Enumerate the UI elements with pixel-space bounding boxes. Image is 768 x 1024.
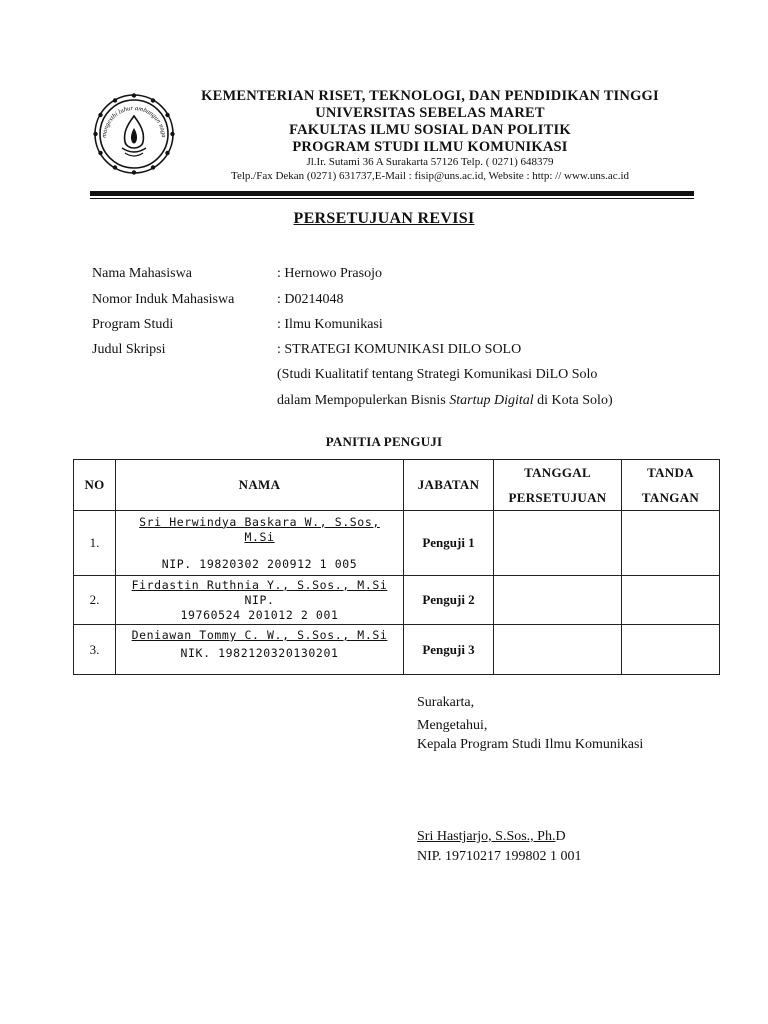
examiner-name-cell: Firdastin Ruthnia Y., S.Sos., M.Si NIP. 19760524 201012 2 001 (116, 576, 404, 625)
contact-line: Telp./Fax Dekan (0271) 631737,E-Mail : fisip@uns.ac.id, Website : http: // www.uns.ac.id (231, 170, 629, 182)
judul-value: : STRATEGI KOMUNIKASI DILO SOLO (277, 342, 522, 357)
address-line: Jl.Ir. Sutami 36 A Surakarta 57126 Telp. ( 0271) 648379 (306, 156, 554, 168)
row-no: 2. (74, 576, 116, 625)
name-value: : Hernowo Prasojo (277, 266, 382, 281)
examiner-role: Penguji 1 (404, 511, 494, 576)
signature-place: Surakarta, (417, 695, 475, 710)
ministry-name: KEMENTERIAN RISET, TEKNOLOGI, DAN PENDIDIKAN TINGGI (201, 88, 659, 104)
signature-knowing: Mengetahui, (417, 718, 488, 733)
header-nama: NAMA (116, 460, 404, 511)
examiner-name-cell: Deniawan Tommy C. W., S.Sos., M.Si NIK. 1982120320130201 (116, 625, 404, 675)
table-row (74, 625, 720, 675)
approval-date-cell (494, 576, 622, 625)
examiner-role: Penguji 2 (404, 576, 494, 625)
name-label: Nama Mahasiswa (92, 266, 192, 281)
row-no: 1. (74, 511, 116, 576)
table-header-row (74, 460, 720, 511)
table-row (74, 576, 720, 625)
header-rule (90, 191, 694, 196)
nim-value: : D0214048 (277, 292, 344, 307)
examiner-role: Penguji 3 (404, 625, 494, 675)
judul-subtitle-line1: (Studi Kualitatif tentang Strategi Komunikasi DiLO Solo (277, 367, 598, 382)
signature-cell (622, 511, 720, 576)
header-no: NO (74, 460, 116, 511)
judul-label: Judul Skripsi (92, 342, 166, 357)
approval-date-cell (494, 625, 622, 675)
document-title: PERSETUJUAN REVISI (293, 210, 475, 227)
header-tanggal: TANGGAL PERSETUJUAN (494, 460, 622, 511)
faculty-name: FAKULTAS ILMU SOSIAL DAN POLITIK (289, 122, 571, 138)
judul-subtitle-line2: dalam Mempopulerkan Bisnis Startup Digital di Kota Solo) (277, 393, 613, 408)
program-name: PROGRAM STUDI ILMU KOMUNIKASI (292, 139, 568, 155)
university-name: UNIVERSITAS SEBELAS MARET (315, 105, 545, 121)
header-jabatan: JABATAN (404, 460, 494, 511)
svg-text:mangesthi luhur ambangun nagar: mangesthi luhur ambangun naga (100, 104, 168, 139)
header-rule-thin (90, 198, 694, 199)
signatory-nip: NIP. 19710217 199802 1 001 (417, 849, 582, 864)
prodi-value: : Ilmu Komunikasi (277, 317, 383, 332)
examiner-table (73, 459, 720, 675)
signature-cell (622, 625, 720, 675)
signatory-name: Sri Hastjarjo, S.Sos., Ph.D (417, 829, 566, 844)
judul-italic-term: Startup Digital (449, 393, 534, 408)
examiner-name-cell: Sri Herwindya Baskara W., S.Sos, M.Si NIP. 19820302 200912 1 005 (116, 511, 404, 576)
table-row (74, 511, 720, 576)
panitia-title: PANITIA PENGUJI (325, 434, 443, 449)
header-tanda-tangan: TANDA TANGAN (622, 460, 720, 511)
row-no: 3. (74, 625, 116, 675)
prodi-label: Program Studi (92, 317, 174, 332)
signature-cell (622, 576, 720, 625)
signature-position: Kepala Program Studi Ilmu Komunikasi (417, 737, 644, 752)
approval-date-cell (494, 511, 622, 576)
nim-label: Nomor Induk Mahasiswa (92, 292, 235, 307)
